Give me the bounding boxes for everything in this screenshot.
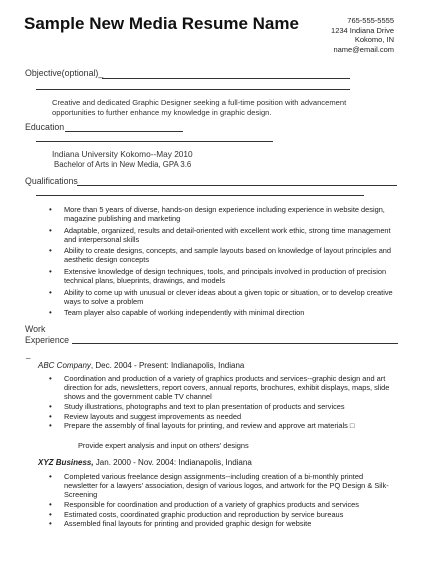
- education-details: [52, 150, 193, 170]
- list-item: • Adaptable, organized, results and detail-oriented with excellent work ethic, strong time management and interpersonal skills: [64, 226, 394, 244]
- contact-address: 1234 Indiana Drive: [331, 25, 394, 35]
- experience-rule: [72, 343, 398, 344]
- objective-rule-1: [102, 78, 350, 79]
- list-item: • Coordination and production of a variety of graphics products and services--graphic design and art direction for ads, newsletters, report covers, annual reports, brochures, exhibit displays, maps, slide shows and the government cable TV channel: [64, 374, 390, 401]
- education-rule-1: [65, 131, 183, 132]
- contact-city: Kokomo, IN: [354, 35, 394, 45]
- qualifications-label: Qualifications: [25, 176, 78, 186]
- education-rule-2: [36, 141, 273, 142]
- job-xyz-list: [64, 472, 394, 529]
- job-company: XYZ Business,: [38, 458, 94, 467]
- objective-rule-2: [36, 89, 350, 90]
- list-item: • Ability to come up with unusual or clever ideas about a given topic or situation, or to develop creative ways to solve a problem: [64, 288, 394, 306]
- qualifications-rule-2: [36, 195, 364, 196]
- list-item: • Estimated costs, coordinated graphic production and reproduction by service bureaus: [64, 510, 394, 519]
- list-item: • Prepare the assembly of final layouts for printing, and review and approve art materials □: [64, 421, 390, 430]
- list-item: • Ability to create designs, concepts, and sample layouts based on knowledge of layout principles and aesthetic design concepts: [64, 246, 394, 264]
- job-header-xyz: [38, 458, 252, 467]
- list-item: • Assembled final layouts for printing and provided graphic design for website: [64, 519, 394, 528]
- job-header-abc: [38, 361, 244, 370]
- education-degree: Bachelor of Arts in New Media, GPA 3.6: [54, 159, 192, 169]
- job-details: Jan. 2000 - Nov. 2004: Indianapolis, Indiana: [93, 458, 252, 467]
- qualifications-rule-1: [77, 185, 397, 186]
- contact-phone: 765-555-5555: [347, 16, 394, 25]
- list-item: • Completed various freelance design assignments--including creation of a bi-monthly printed newsletter for a lawyers' association, design of various logos, and artwork for the PQ Design & Silk-Screening: [64, 472, 394, 499]
- list-item: • Extensive knowledge of design techniques, tools, and principals involved in production of precision technical plans, blueprints, drawings, and models: [64, 267, 394, 285]
- experience-label-line2: Experience: [25, 335, 70, 345]
- experience-dash: _: [26, 350, 31, 359]
- qualifications-list: [64, 205, 394, 320]
- experience-label-line1: Work: [25, 324, 46, 334]
- job-abc-subitem: Provide expert analysis and input on others' designs: [78, 441, 249, 450]
- job-abc-list: [64, 374, 390, 431]
- objective-text: Creative and dedicated Graphic Designer seeking a full-time position with advancement opportunities to further enhance my knowledge in graphic design.: [52, 98, 347, 117]
- education-school: Indiana University Kokomo--May 2010: [52, 149, 193, 159]
- job-company: ABC Company: [38, 361, 91, 370]
- job-details: , Dec. 2004 - Present: Indianapolis, Indiana: [90, 361, 245, 370]
- contact-block: [331, 16, 394, 54]
- list-item: • More than 5 years of diverse, hands-on design experience including experience in website design, magazine publishing and marketing: [64, 205, 394, 223]
- list-item: • Review layouts and suggest improvements as needed: [64, 412, 390, 421]
- objective-label: Objective(optional)_: [25, 68, 104, 78]
- education-label: Education: [25, 122, 65, 132]
- resume-title: Sample New Media Resume Name: [24, 14, 299, 33]
- list-item: • Study illustrations, photographs and text to plan presentation of products and services: [64, 402, 390, 411]
- contact-email: name@email.com: [333, 44, 394, 54]
- list-item: • Team player also capable of working independently with minimal direction: [64, 308, 394, 317]
- list-item: • Responsible for coordination and production of a variety of graphics products and services: [64, 500, 394, 509]
